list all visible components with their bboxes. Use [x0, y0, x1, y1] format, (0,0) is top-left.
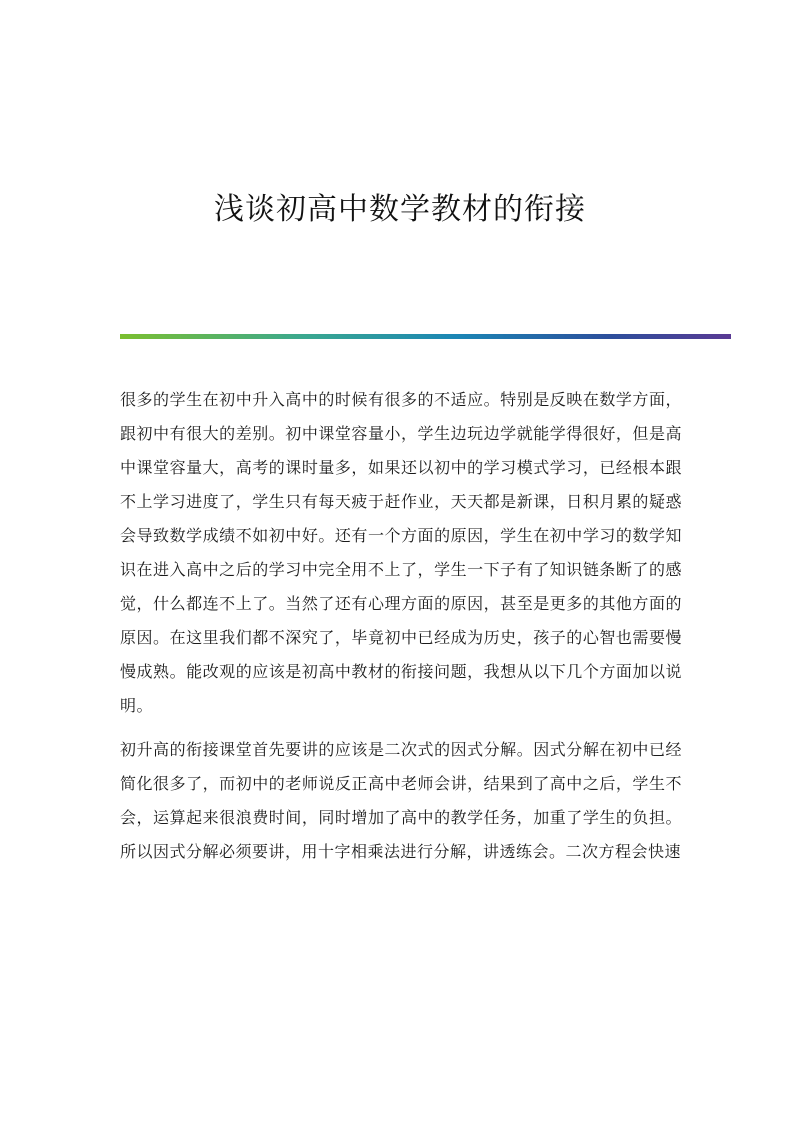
page-title: 浅谈初高中数学教材的衔接	[214, 192, 586, 227]
paragraph-1: 很多的学生在初中升入高中的时候有很多的不适应。特别是反映在数学方面，跟初中有很大的差别。初中课堂容量小，学生边玩边学就能学得很好，但是高中课堂容量大，高考的课时量多，如果还以初中的学习模式学习，已经根本跟不上学习进度了，学生只有每天疲于赶作业，天天都是新课，日积月累的疑惑会导致数学成绩不如初中好。还有一个方面的原因，学生在初中学习的数学知识在进入高中之后的学习中完全用不上了，学生一下子有了知识链条断了的感觉，什么都连不上了。当然了还有心理方面的原因，甚至是更多的其他方面的原因。在这里我们都不深究了，毕竟初中已经成为历史，孩子的心智也需要慢慢成熟。能改观的应该是初高中教材的衔接问题，我想从以下几个方面加以说明。	[120, 390, 682, 715]
title-divider	[120, 334, 731, 339]
paragraph-2: 初升高的衔接课堂首先要讲的应该是二次式的因式分解。因式分解在初中已经简化很多了，而初中的老师说反正高中老师会讲，结果到了高中之后，学生不会，运算起来很浪费时间，同时增加了高中的教学任务，加重了学生的负担。所以因式分解必须要讲，用十字相乘法进行分解，讲透练会。二次方程会快速	[120, 740, 682, 861]
document-body	[120, 383, 682, 879]
